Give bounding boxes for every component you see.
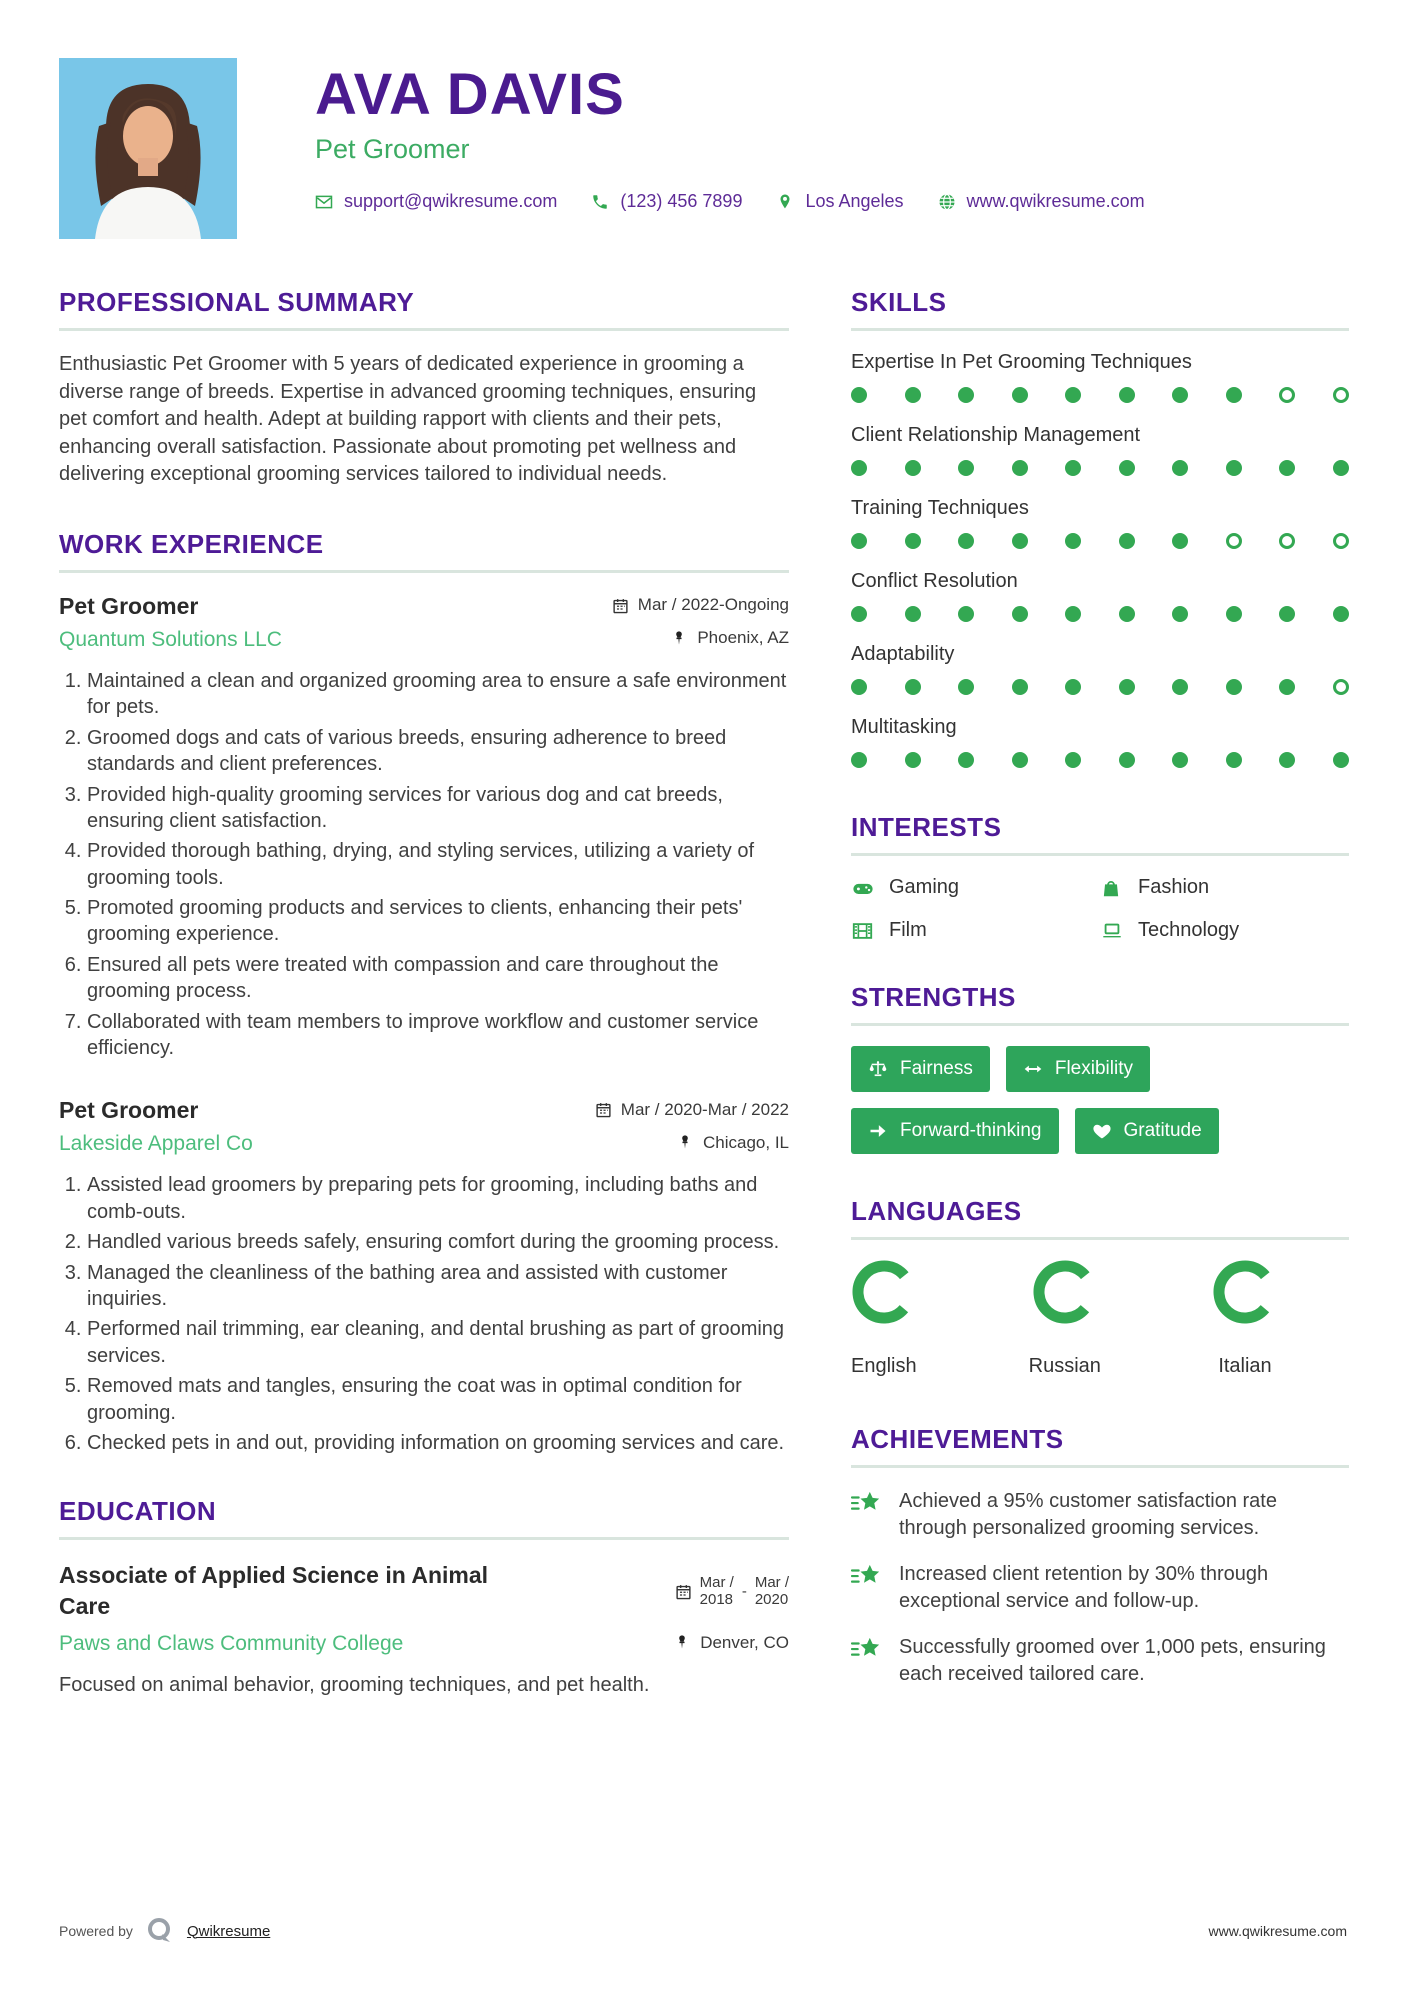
skill-item <box>851 497 1349 549</box>
job-company: Quantum Solutions LLC <box>59 627 282 651</box>
skill-dots <box>851 679 1349 695</box>
job-location-text: Chicago, IL <box>703 1132 789 1152</box>
section-divider <box>851 1237 1349 1240</box>
skill-dot-filled <box>1172 387 1188 403</box>
globe-icon <box>938 193 956 211</box>
achievement-text: Increased client retention by 30% through exceptional service and follow-up. <box>899 1563 1269 1612</box>
section-divider <box>851 328 1349 331</box>
skill-dot-filled <box>905 387 921 403</box>
contact-email[interactable] <box>315 191 557 212</box>
skill-dot-filled <box>1279 752 1295 768</box>
job-company: Lakeside Apparel Co <box>59 1132 253 1156</box>
skill-dot-filled <box>851 606 867 622</box>
language-item <box>1213 1260 1277 1378</box>
job-location <box>671 628 789 648</box>
content-columns <box>59 287 1347 1708</box>
skill-dots <box>851 606 1349 622</box>
laptop-icon <box>1100 920 1124 942</box>
section-divider <box>59 328 789 331</box>
profile-photo-illustration <box>59 58 237 239</box>
skill-dot-filled <box>905 606 921 622</box>
shooting-star-icon <box>851 1636 883 1664</box>
skill-dot-filled <box>1065 606 1081 622</box>
skill-dot-filled <box>1065 460 1081 476</box>
skill-item <box>851 424 1349 476</box>
skill-dot-filled <box>1279 460 1295 476</box>
skill-dot-empty <box>1279 387 1295 403</box>
skill-dot-empty <box>1333 387 1349 403</box>
right-column <box>851 287 1349 1708</box>
left-right-arrow-icon <box>1023 1059 1043 1079</box>
skill-dot-filled <box>1119 387 1135 403</box>
skill-dot-filled <box>1226 387 1242 403</box>
gamepad-icon <box>851 877 875 899</box>
skill-name: Expertise In Pet Grooming Techniques <box>851 351 1192 373</box>
summary-title: PROFESSIONAL SUMMARY <box>59 287 415 317</box>
achievement-text: Achieved a 95% customer satisfaction rate through personalized grooming services. <box>899 1490 1277 1539</box>
skill-dot-filled <box>1172 460 1188 476</box>
interest-label: Gaming <box>889 876 960 898</box>
job-title: Pet Groomer <box>59 592 199 619</box>
job-location <box>677 1133 789 1153</box>
achievement-item <box>851 1634 1349 1687</box>
powered-by-label: Powered by <box>59 1923 133 1939</box>
education-description: Focused on animal behavior, grooming techniques, and pet health. <box>59 1674 650 1697</box>
qwikresume-logo-icon <box>145 1916 175 1946</box>
achievement-item <box>851 1488 1349 1541</box>
language-name: Russian <box>1028 1355 1101 1377</box>
skill-dot-filled <box>1333 752 1349 768</box>
interest-item <box>851 919 1100 942</box>
skill-dot-filled <box>1172 606 1188 622</box>
job-duty-item: 6. Ensured all pets were treated with compassion and care throughout the grooming process. <box>87 952 789 1005</box>
language-level-ring <box>1033 1260 1097 1329</box>
skill-item <box>851 570 1349 622</box>
skill-item <box>851 643 1349 695</box>
strength-badge <box>1006 1046 1150 1092</box>
job-duty-item: 1. Assisted lead groomers by preparing pets for grooming, including baths and comb-outs. <box>87 1172 789 1225</box>
education-date-end: Mar / 2020 <box>754 1574 789 1609</box>
location-pin-icon <box>776 193 794 211</box>
qwikresume-link[interactable]: Qwikresume <box>186 1922 271 1940</box>
job-duty-item: 3. Managed the cleanliness of the bathing area and assisted with customer inquiries. <box>87 1260 789 1313</box>
job-header <box>59 1097 789 1124</box>
skill-dot-filled <box>1226 752 1242 768</box>
skill-dot-filled <box>1172 533 1188 549</box>
skill-dot-filled <box>958 752 974 768</box>
calendar-icon <box>675 1583 692 1600</box>
skill-item <box>851 351 1349 403</box>
skills-list <box>851 351 1349 768</box>
skill-dot-filled <box>1119 460 1135 476</box>
interest-label: Film <box>889 919 927 941</box>
job-duties <box>59 1172 789 1456</box>
job-duty-item: 5. Promoted grooming products and services to clients, enhancing their pets' grooming experience. <box>87 895 789 948</box>
skill-name: Training Techniques <box>851 497 1029 519</box>
skill-dot-filled <box>1172 752 1188 768</box>
section-divider <box>851 1465 1349 1468</box>
skill-dot-filled <box>851 679 867 695</box>
profile-photo <box>59 58 237 239</box>
job-subheader <box>59 628 789 652</box>
job-subheader <box>59 1132 789 1156</box>
skill-name: Adaptability <box>851 643 955 665</box>
skill-dot-filled <box>1226 679 1242 695</box>
skill-dot-filled <box>905 460 921 476</box>
powered-by <box>59 1916 270 1946</box>
language-item <box>851 1260 917 1378</box>
skill-dot-filled <box>1279 606 1295 622</box>
shopping-bag-icon <box>1100 877 1124 899</box>
job-title: Pet Groomer <box>59 1097 199 1124</box>
phone-icon <box>591 193 609 211</box>
strength-label: Gratitude <box>1123 1120 1202 1141</box>
skill-name: Client Relationship Management <box>851 424 1141 446</box>
achievements-list <box>851 1488 1349 1688</box>
job-location-text: Phoenix, AZ <box>697 628 789 648</box>
candidate-name: AVA DAVIS <box>315 62 625 127</box>
education-subheader <box>59 1632 789 1656</box>
skill-dot-filled <box>958 679 974 695</box>
film-icon <box>851 920 875 942</box>
job-duty-item: 7. Collaborated with team members to improve workflow and customer service efficiency. <box>87 1009 789 1062</box>
section-work-experience <box>59 529 789 1456</box>
languages-list <box>851 1260 1349 1378</box>
skill-dot-filled <box>958 606 974 622</box>
skill-dot-filled <box>1119 606 1135 622</box>
heart-icon <box>1092 1121 1112 1141</box>
footer-website-url: www.qwikresume.com <box>1208 1923 1347 1939</box>
skill-dot-filled <box>1012 752 1028 768</box>
section-divider <box>851 853 1349 856</box>
skill-dots <box>851 460 1349 476</box>
strength-label: Fairness <box>900 1058 973 1079</box>
skill-dot-filled <box>1333 606 1349 622</box>
section-interests <box>851 812 1349 942</box>
work-title: WORK EXPERIENCE <box>59 528 324 559</box>
language-name: English <box>851 1355 917 1377</box>
shooting-star-icon <box>851 1490 883 1518</box>
skill-dot-filled <box>1065 533 1081 549</box>
skill-dot-filled <box>1012 679 1028 695</box>
job-entry <box>59 593 789 1061</box>
skills-title: SKILLS <box>851 287 947 317</box>
language-level-ring <box>852 1260 916 1329</box>
header <box>59 58 1347 239</box>
contact-website[interactable] <box>938 191 1145 212</box>
strength-badge <box>851 1046 990 1092</box>
skill-name: Multitasking <box>851 716 957 738</box>
skill-dot-filled <box>1119 752 1135 768</box>
skill-dot-filled <box>1065 752 1081 768</box>
skill-dot-filled <box>905 752 921 768</box>
email-icon <box>315 193 333 211</box>
job-duty-item: 4. Performed nail trimming, ear cleaning, and dental brushing as part of grooming services. <box>87 1316 789 1369</box>
skill-dot-filled <box>1226 460 1242 476</box>
section-strengths <box>851 982 1349 1154</box>
shooting-star-icon <box>851 1563 883 1591</box>
language-level-ring <box>1213 1260 1277 1329</box>
skill-dot-filled <box>851 752 867 768</box>
education-date-separator: - <box>741 1582 747 1600</box>
education-location <box>674 1633 789 1653</box>
section-divider <box>59 1537 789 1540</box>
language-name: Italian <box>1218 1355 1272 1377</box>
interest-label: Fashion <box>1138 876 1210 898</box>
header-info <box>315 58 1145 212</box>
pushpin-icon <box>674 1634 691 1651</box>
right-arrow-icon <box>868 1121 888 1141</box>
skill-name: Conflict Resolution <box>851 570 1018 592</box>
job-list <box>59 593 789 1456</box>
job-dates <box>612 595 789 615</box>
strengths-title: STRENGTHS <box>851 982 1016 1012</box>
calendar-icon <box>612 597 629 614</box>
interests-title: INTERESTS <box>851 812 1002 842</box>
skill-dot-filled <box>851 533 867 549</box>
achievement-text: Successfully groomed over 1,000 pets, ensuring each received tailored care. <box>899 1636 1326 1685</box>
strength-badge <box>1075 1108 1219 1154</box>
languages-title: LANGUAGES <box>851 1196 1022 1226</box>
contact-row <box>315 191 1145 212</box>
section-education <box>59 1496 789 1697</box>
interest-item <box>851 876 1100 899</box>
strength-label: Flexibility <box>1054 1058 1133 1079</box>
pushpin-icon <box>677 1134 694 1151</box>
skill-dot-filled <box>1012 387 1028 403</box>
skill-dots <box>851 387 1349 403</box>
strength-badge <box>851 1108 1059 1154</box>
job-duty-item: 6. Checked pets in and out, providing information on grooming services and care. <box>87 1430 789 1456</box>
education-school: Paws and Claws Community College <box>59 1632 404 1656</box>
skill-dot-empty <box>1226 533 1242 549</box>
skill-dot-filled <box>1012 460 1028 476</box>
skill-dot-filled <box>1119 679 1135 695</box>
footer <box>59 1916 1347 1946</box>
skill-dots <box>851 533 1349 549</box>
achievements-title: ACHIEVEMENTS <box>851 1424 1064 1454</box>
interest-label: Technology <box>1138 919 1240 941</box>
job-duty-item: 2. Groomed dogs and cats of various breeds, ensuring adherence to breed standards and client preferences. <box>87 725 789 778</box>
skill-dot-filled <box>1065 387 1081 403</box>
skill-dots <box>851 752 1349 768</box>
job-duties <box>59 668 789 1061</box>
job-duty-item: 4. Provided thorough bathing, drying, and styling services, utilizing a variety of grooming tools. <box>87 838 789 891</box>
education-location-text: Denver, CO <box>700 1632 789 1652</box>
job-header <box>59 593 789 620</box>
interest-item <box>1100 876 1349 899</box>
language-item <box>1029 1260 1101 1378</box>
job-dates-text: Mar / 2020-Mar / 2022 <box>620 1099 789 1119</box>
skill-dot-filled <box>958 533 974 549</box>
skill-dot-filled <box>1333 460 1349 476</box>
left-column <box>59 287 789 1708</box>
contact-location <box>776 191 903 212</box>
job-dates <box>595 1100 789 1120</box>
section-divider <box>59 570 789 573</box>
strengths-list <box>851 1046 1349 1154</box>
skill-dot-filled <box>958 387 974 403</box>
section-skills <box>851 287 1349 768</box>
skill-dot-filled <box>1226 606 1242 622</box>
skill-dot-filled <box>1065 679 1081 695</box>
pushpin-icon <box>671 630 688 647</box>
job-entry <box>59 1097 789 1456</box>
education-date-start: Mar / 2018 <box>699 1574 734 1609</box>
education-degree: Associate of Applied Science in Animal Care <box>59 1562 489 1620</box>
job-duty-item: 5. Removed mats and tangles, ensuring the coat was in optimal condition for grooming. <box>87 1373 789 1426</box>
skill-dot-filled <box>905 533 921 549</box>
skill-dot-filled <box>1119 533 1135 549</box>
section-divider <box>851 1023 1349 1026</box>
job-duty-item: 2. Handled various breeds safely, ensuring comfort during the grooming process. <box>87 1229 789 1255</box>
education-title: EDUCATION <box>59 1496 217 1527</box>
skill-item <box>851 716 1349 768</box>
skill-dot-filled <box>1012 606 1028 622</box>
interest-item <box>1100 919 1349 942</box>
calendar-icon <box>595 1101 612 1118</box>
education-dates <box>675 1560 789 1622</box>
skill-dot-filled <box>1172 679 1188 695</box>
section-languages <box>851 1196 1349 1378</box>
section-achievements <box>851 1424 1349 1688</box>
skill-dot-empty <box>1333 533 1349 549</box>
contact-phone-text: (123) 456 7899 <box>620 191 743 211</box>
contact-phone[interactable] <box>591 191 742 212</box>
skill-dot-filled <box>851 460 867 476</box>
skill-dot-filled <box>958 460 974 476</box>
strength-label: Forward-thinking <box>900 1120 1042 1141</box>
skill-dot-empty <box>1333 679 1349 695</box>
contact-email-text: support@qwikresume.com <box>344 191 558 211</box>
section-professional-summary <box>59 287 789 489</box>
contact-location-text: Los Angeles <box>805 191 904 211</box>
skill-dot-filled <box>905 679 921 695</box>
summary-text: Enthusiastic Pet Groomer with 5 years of dedicated experience in grooming a diverse range of breeds. Expertise in advanced grooming techniques, ensuring pet comfort and health. Adept at building rapport with clients and their pets, enhancing overall satisfaction. Passionate about promoting pet wellness and delivering exceptional grooming services tailored to individual needs. <box>59 353 757 486</box>
skill-dot-filled <box>1279 679 1295 695</box>
contact-website-text: www.qwikresume.com <box>966 191 1145 211</box>
education-header <box>59 1560 789 1622</box>
interests-list <box>851 876 1349 942</box>
achievement-item <box>851 1561 1349 1614</box>
job-duty-item: 3. Provided high-quality grooming services for various dog and cat breeds, ensuring client satisfaction. <box>87 782 789 835</box>
candidate-job-title: Pet Groomer <box>315 134 470 164</box>
job-duty-item: 1. Maintained a clean and organized grooming area to ensure a safe environment for pets. <box>87 668 789 721</box>
skill-dot-empty <box>1279 533 1295 549</box>
job-dates-text: Mar / 2022-Ongoing <box>637 595 789 615</box>
skill-dot-filled <box>1012 533 1028 549</box>
scales-icon <box>868 1059 888 1079</box>
skill-dot-filled <box>851 387 867 403</box>
